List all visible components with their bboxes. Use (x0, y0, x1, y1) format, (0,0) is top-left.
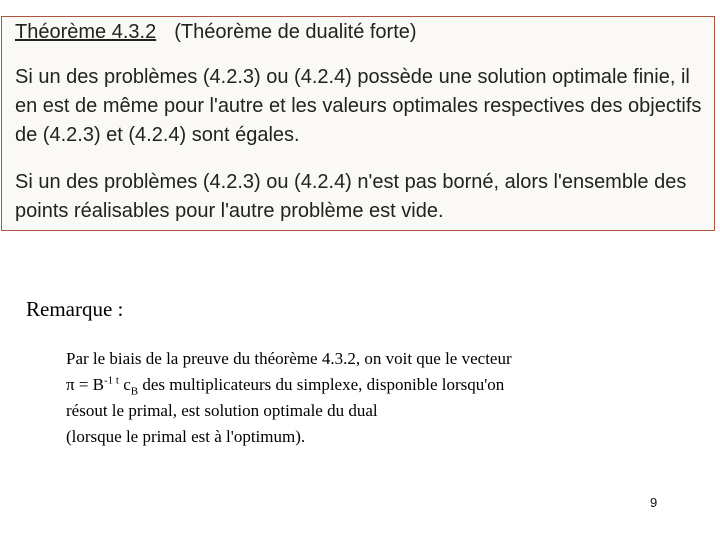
theorem-paragraph-1 (15, 63, 701, 150)
theorem-number: Théorème 4.3.2 (15, 21, 157, 43)
remark-line-3: résout le primal, est solution optimale du dual (66, 401, 378, 420)
theorem-p1-line-1: Si un des problèmes (4.2.3) ou (4.2.4) possède une solution optimale finie, il (15, 66, 690, 88)
theorem-name: (Théorème de dualité forte) (174, 21, 417, 43)
theorem-p2-line-2: points réalisables pour l'autre problème est vide. (15, 200, 444, 222)
theorem-p1-line-3: de (4.2.3) et (4.2.4) sont égales. (15, 124, 300, 146)
c-vector: c (119, 375, 131, 394)
inverse-transpose-superscript: -1 t (104, 374, 119, 387)
theorem-paragraph-2 (15, 168, 686, 226)
pi-equation: π = B (66, 375, 105, 394)
remark-line-2 (66, 372, 666, 398)
remark-body (66, 346, 666, 450)
page-number: 9 (650, 495, 658, 510)
theorem-heading (15, 21, 417, 44)
remark-title: Remarque : (26, 297, 124, 321)
theorem-box (1, 16, 715, 231)
remark-line-2-text: des multiplicateurs du simplexe, disponible lorsqu'on (138, 375, 505, 394)
basis-subscript: B (130, 385, 139, 398)
theorem-p1-line-2: en est de même pour l'autre et les valeurs optimales respectives des objectifs (15, 95, 702, 117)
remark-line-1: Par le biais de la preuve du théorème 4.3.2, on voit que le vecteur (66, 349, 512, 368)
theorem-p2-line-1: Si un des problèmes (4.2.3) ou (4.2.4) n'est pas borné, alors l'ensemble des (15, 171, 687, 193)
remark-line-4: (lorsque le primal est à l'optimum). (66, 427, 306, 446)
